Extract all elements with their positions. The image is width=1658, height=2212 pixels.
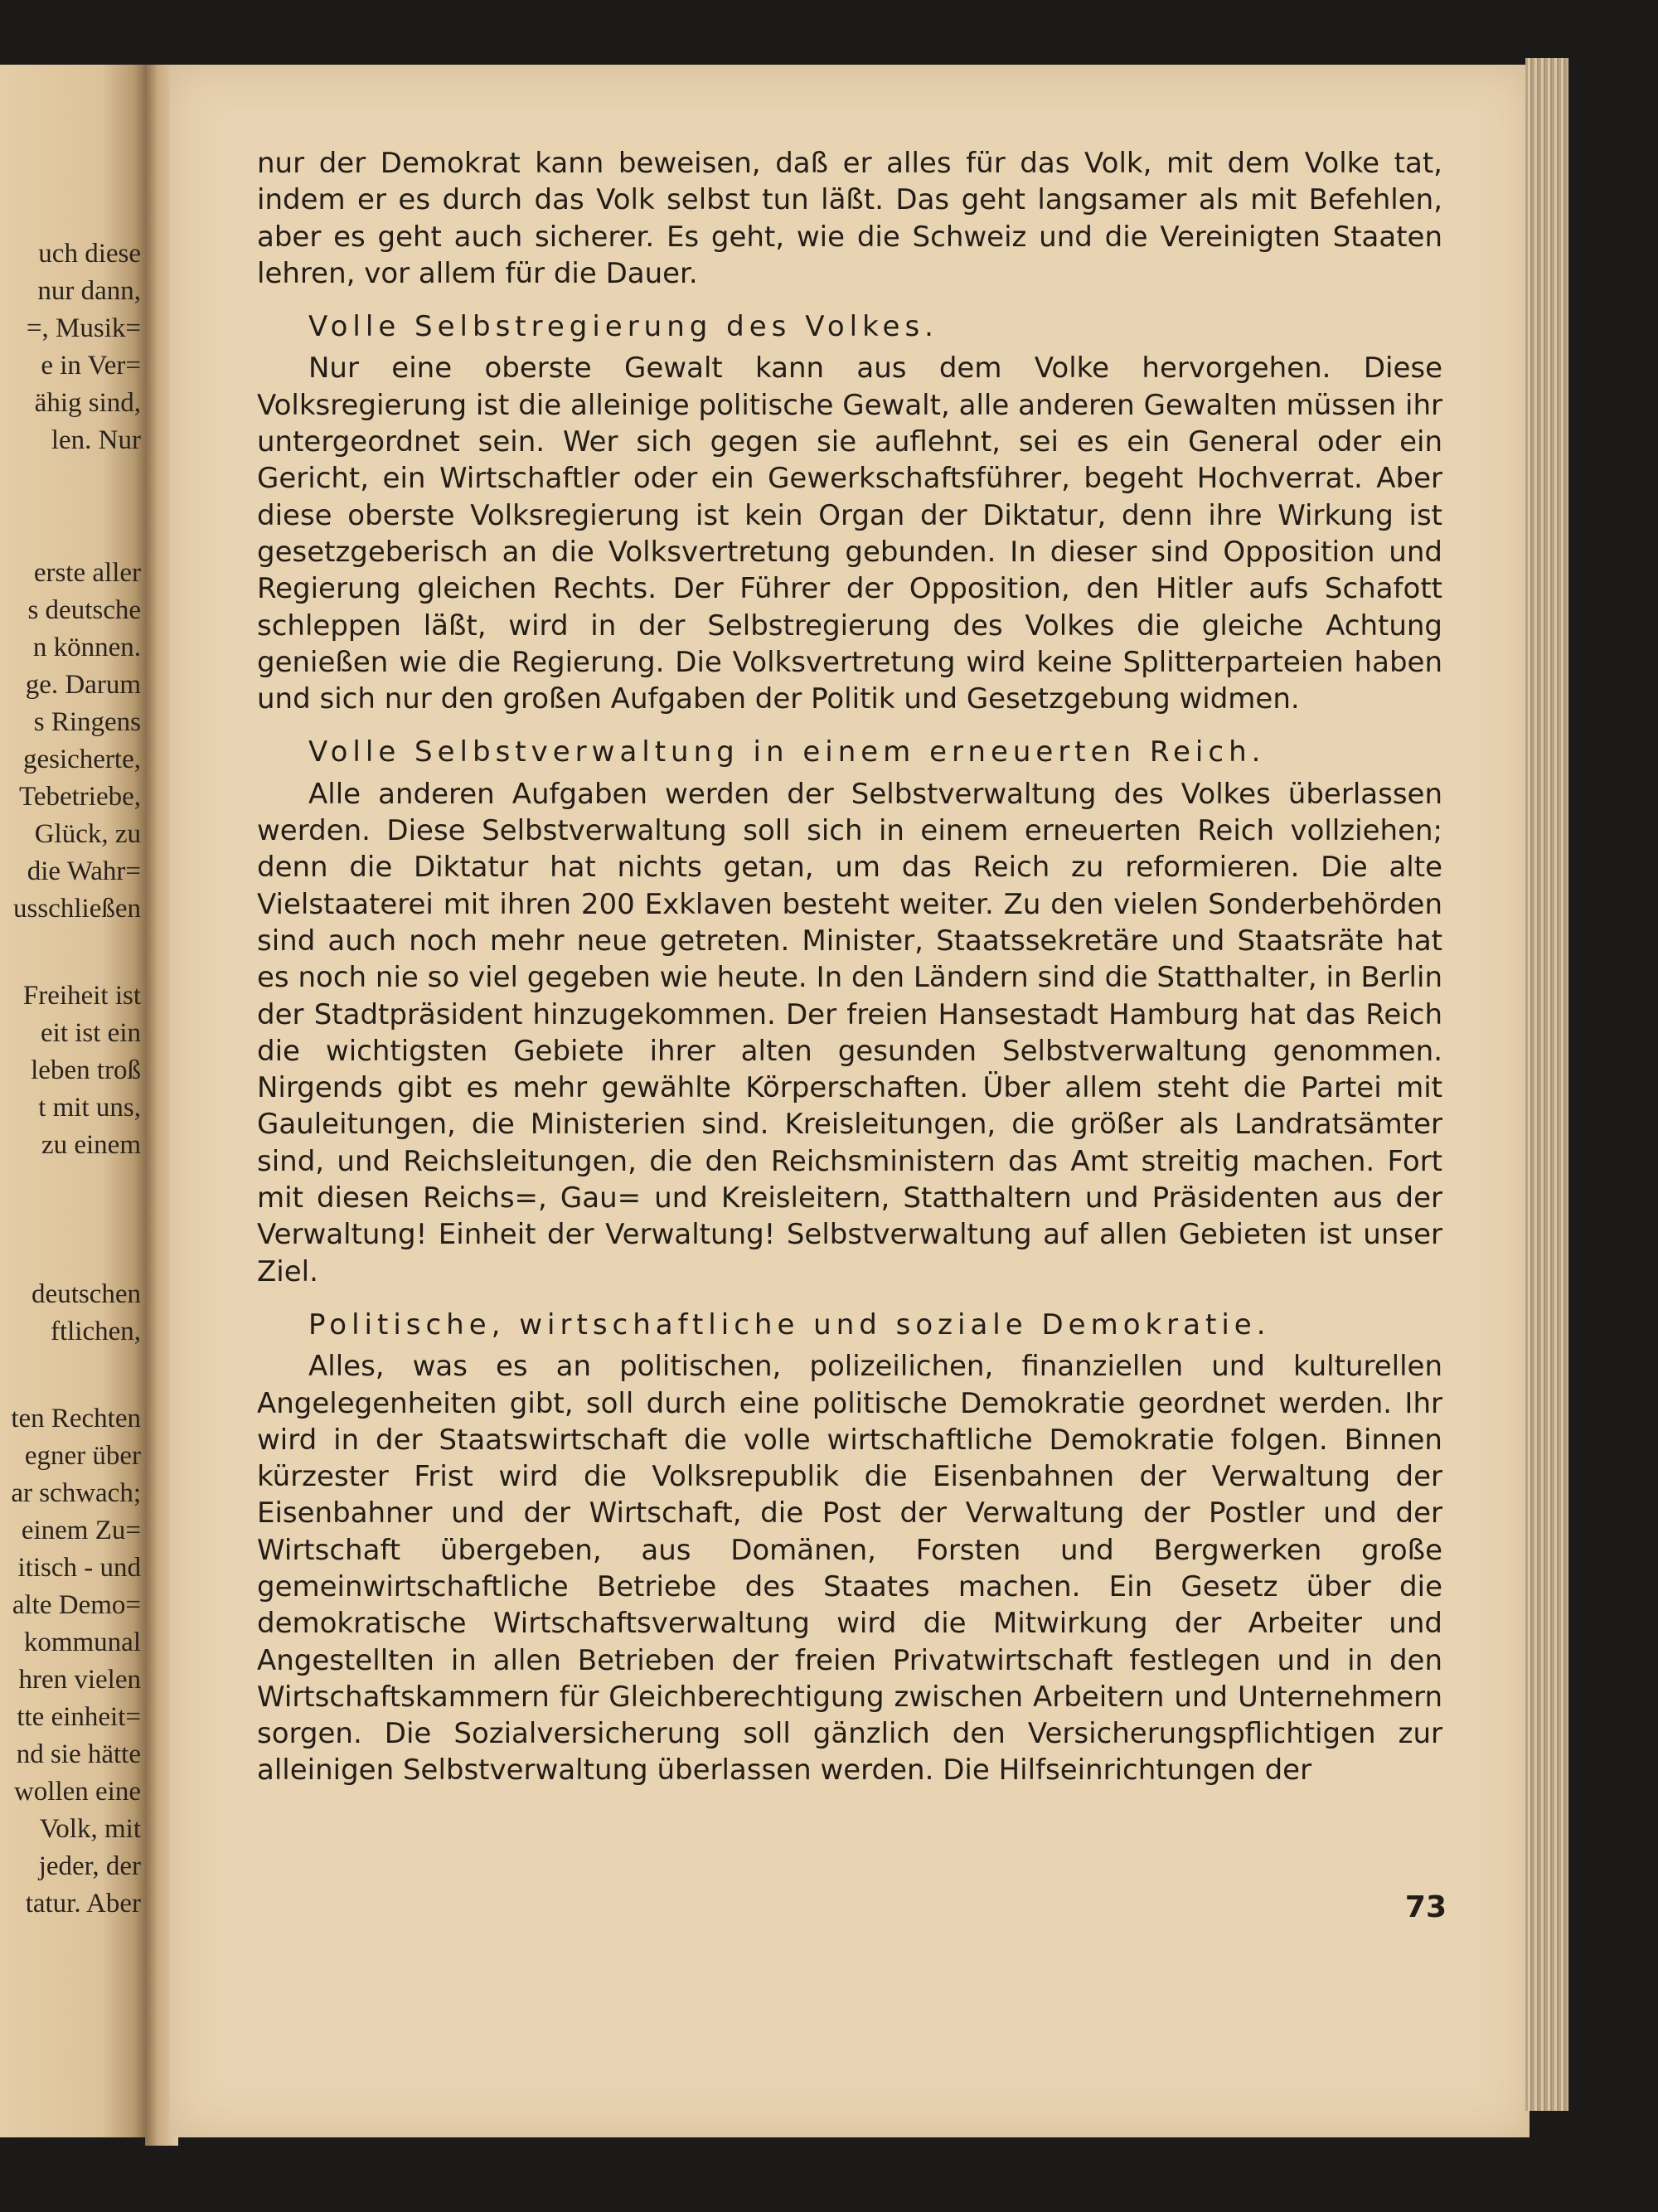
- facing-page-text-line: nur dann,: [37, 276, 141, 306]
- facing-page-text-line: ftlichen,: [50, 1317, 141, 1346]
- facing-page-text-line: itisch - und: [17, 1553, 141, 1583]
- facing-page-text-line: gesicherte,: [22, 745, 141, 774]
- facing-page-text-line: ge. Darum: [25, 670, 141, 700]
- facing-page-text-line: uch diese: [38, 239, 141, 269]
- facing-page-text-line: deutschen: [32, 1279, 141, 1309]
- facing-page-text-line: hren vielen: [18, 1665, 141, 1695]
- facing-page-text-line: ar schwach;: [11, 1478, 141, 1508]
- page-number: 73: [1404, 1890, 1447, 1924]
- facing-page-text-line: nd sie hätte: [16, 1739, 141, 1769]
- facing-page-text-line: Volk, mit: [39, 1814, 141, 1844]
- opening-paragraph: nur der Demokrat kann beweisen, daß er alles für das Volk, mit dem Volke tat, indem er es durch das Volk selbst tun läßt. Das geht langsamer als mit Befehlen, aber es geht auch sicherer. Es geht, wie die Schweiz und die Vereinigten Staaten lehren, vor allem für die Dauer.: [257, 147, 1442, 290]
- page-block-edge: [1525, 58, 1568, 2111]
- facing-page-text-line: e in Ver=: [41, 351, 141, 381]
- facing-page-text-line: t mit uns,: [38, 1093, 141, 1123]
- facing-page-text-line: egner über: [24, 1441, 141, 1471]
- facing-page-text-line: die Wahr=: [27, 856, 141, 886]
- facing-page-text-line: wollen eine: [13, 1777, 141, 1807]
- facing-page-text-line: leben troß: [31, 1055, 141, 1085]
- section-heading: Volle Selbstverwaltung in einem erneuerten Reich.: [308, 735, 1266, 769]
- section-heading: Politische, wirtschaftliche und soziale Demokratie.: [308, 1307, 1271, 1341]
- section-paragraph: Nur eine oberste Gewalt kann aus dem Volke hervorgehen. Diese Volksregierung ist die alleinige politische Gewalt, alle anderen Gewalten müssen ihr untergeordnet sein. Wer sich gegen sie auflehnt, sei es ein General oder ein Gericht, ein Wirtschaftler oder ein Gewerkschaftsführer, begeht Hochverrat. Aber diese oberste Volksregierung ist kein Organ der Diktatur, denn ihre Wirkung ist gesetzgeberisch an die Volksvertretung gebunden. In dieser sind Opposition und Regierung gleichen Rechts. Der Führer der Opposition, den Hitler aufs Schafott schleppen läßt, wird in der Selbstregierung des Volkes die gleiche Achtung genießen wie die Regierung. Die Volksvertretung wird keine Splitterparteien haben und sich nur den großen Aufgaben der Politik und Gesetzgebung widmen.: [257, 352, 1442, 716]
- facing-page-text-line: ähig sind,: [34, 388, 141, 418]
- facing-page-text-line: tatur. Aber: [25, 1889, 141, 1919]
- facing-page-text-line: erste aller: [33, 558, 141, 588]
- facing-page-text-line: alte Demo=: [12, 1590, 141, 1620]
- facing-page-text-line: Freiheit ist: [22, 981, 141, 1011]
- facing-page-text-line: Tebetriebe,: [18, 782, 141, 812]
- section-paragraph: Alle anderen Aufgaben werden der Selbstverwaltung des Volkes überlassen werden. Diese Selbstverwaltung soll sich in einem erneuerten Reich vollziehen; denn die Diktatur hat nichts getan, um das Reich zu reformieren. Die alte Vielstaaterei mit ihren 200 Exklaven besteht weiter. Zu den vielen Sonderbehörden sind auch noch mehr neue getreten. Minister, Staatssekretäre und Staatsräte hat es noch nie so viel gegeben wie heute. In den Ländern sind die Statthalter, in Berlin der Stadtpräsident hinzugekommen. Der freien Hansestadt Hamburg hat das Reich die wichtigsten Gebiete ihrer alten gesunden Selbstverwaltung genommen. Nirgends gibt es mehr gewählte Körperschaften. Über allem steht die Partei mit Gauleitungen, die Ministerien sind. Kreisleitungen, die größer als Landratsämter sind, und Reichsleitungen, die den Reichsministern das Amt streitig machen. Fort mit diesen Reichs=, Gau= und Kreisleitern, Statthaltern und Präsidenten aus der Verwaltung! Einheit der Verwaltung! Selbstverwaltung auf allen Gebieten ist unser Ziel.: [257, 777, 1442, 1288]
- page-body: [257, 145, 1442, 1789]
- facing-page-text-line: jeder, der: [38, 1851, 141, 1881]
- section-heading: Volle Selbstregierung des Volkes.: [308, 310, 938, 344]
- facing-page-text-line: zu einem: [41, 1130, 141, 1160]
- facing-page-text-line: kommunal: [23, 1627, 141, 1657]
- facing-page-text-line: s Ringens: [33, 707, 141, 737]
- facing-page-text-line: s deutsche: [27, 595, 141, 625]
- facing-page-text-line: ten Rechten: [11, 1404, 141, 1433]
- facing-page-text-line: =, Musik=: [26, 313, 141, 343]
- facing-page-left: [0, 65, 145, 2137]
- facing-page-text-line: Glück, zu: [34, 819, 141, 849]
- facing-page-text-line: len. Nur: [51, 425, 141, 455]
- facing-page-text-line: tte einheit=: [17, 1702, 141, 1732]
- facing-page-text-line: eit ist ein: [41, 1018, 141, 1048]
- facing-page-text-line: einem Zu=: [21, 1516, 141, 1545]
- facing-page-text-line: n können.: [32, 633, 141, 662]
- section-paragraph: Alles, was es an politischen, polizeilichen, finanziellen und kulturellen Angelegenheiten gibt, soll durch eine politische Demokratie geordnet werden. Ihr wird in der Staatswirtschaft die volle wirtschaftliche Demokratie folgen. Binnen kürzester Frist wird die Volksrepublik die Eisenbahnen der Verwaltung der Eisenbahner und der Wirtschaft, die Post der Verwaltung der Postler und der Wirtschaft übergeben, aus Domänen, Forsten und Bergwerken große gemeinwirtschaftliche Betriebe des Staates machen. Ein Gesetz über die demokratische Wirtschaftsverwaltung wird die Mitwirkung der Arbeiter und Angestellten in allen Betrieben der freien Privatwirtschaft festlegen und in den Wirtschaftskammern für Gleichberechtigung zwischen Arbeitern und Unternehmern sorgen. Die Sozialversicherung soll gänzlich den Versicherungspflichtigen zur alleinigen Selbstverwaltung überlassen werden. Die Hilfseinrichtungen der: [257, 1350, 1442, 1788]
- facing-page-text-line: usschließen: [13, 894, 141, 924]
